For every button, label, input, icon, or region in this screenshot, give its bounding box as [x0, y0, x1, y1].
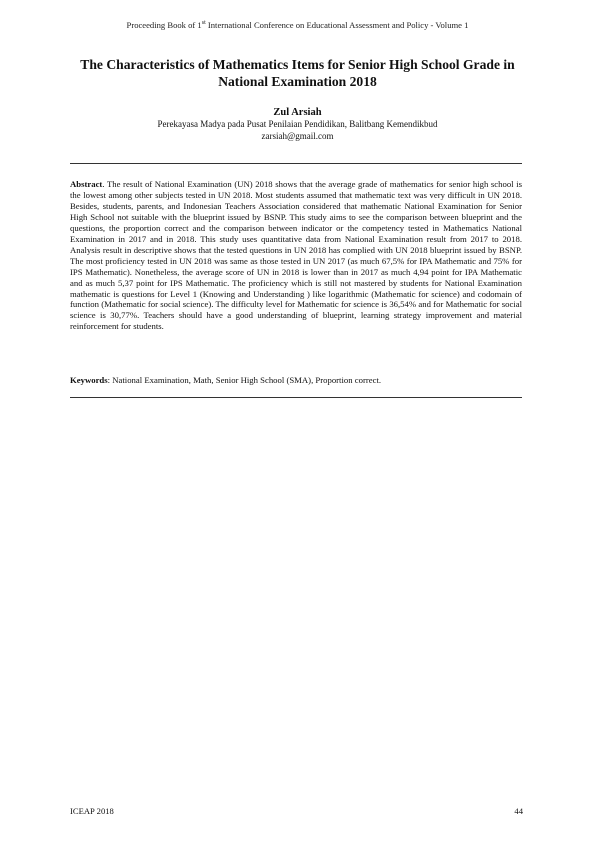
author-name: Zul Arsiah — [273, 107, 322, 118]
keywords-text: : National Examination, Math, Senior High School (SMA), Proportion correct. — [107, 375, 382, 385]
keywords-label: Keywords — [70, 375, 108, 385]
header-prefix: Proceeding Book of 1 — [126, 20, 202, 30]
header-superscript: st — [201, 20, 206, 27]
running-header — [0, 20, 595, 30]
page-number: 44 — [514, 806, 523, 816]
keywords-block — [70, 375, 522, 386]
author-email: zarsiah@gmail.com — [261, 131, 334, 141]
abstract-text: . The result of National Examination (UN) 2018 shows that the average grade of mathematics for senior high school is the lowest among other subjects tested in UN 2018. Most students assumed that mathematic text was very difficult in UN 2018. Besides, students, parents, and Indonesian Teachers Association considered that mathematic National Examination for Senior High School not suitable with the blueprint issued by BSNP. This study aims to see the comparison between blueprint and the questions, the proportion correct and the comparison between indicator or the competency tested in Mathematics National Examination in 2017 and in 2018. This study uses quantitative data from National Examination result from 2017 to 2018. Analysis result in descriptive shows that the tested questions in UN 2018 has complied with UN 2018 blueprint issued by BSNP. The most proficiency tested in UN 2018 was same as those tested in UN 2017 (as much 67,5% for IPA Mathematic and 75% for IPS Mathematic). Nonetheless, the average score of UN in 2018 is lower than in 2017 as much 4,94 point for IPA Mathematic and as much 5,37 point for IPS Mathematic. The proficiency which is still not mastered by students for National Examination mathematic is questions for Level 1 (Knowing and Understanding ) like logarithmic (Mathematic for science) and codomain of function (Mathematic for social science). The difficulty level for Mathematic for science is 36,54% and for Mathematic for social science is 30,77%. Teachers should have a good understanding of blueprint, learning strategy improvement and material reinforcement for students. — [70, 179, 522, 332]
abstract-label: Abstract — [70, 179, 103, 189]
header-suffix: International Conference on Educational Assessment and Policy - Volume 1 — [205, 20, 469, 30]
bottom-divider — [70, 397, 522, 398]
paper-title: The Characteristics of Mathematics Items for Senior High School Grade in National Examination 2018 — [80, 57, 515, 89]
abstract-block — [70, 179, 522, 332]
author-affiliation: Perekayasa Madya pada Pusat Penilaian Pendidikan, Balitbang Kemendikbud — [157, 119, 438, 129]
footer-conference: ICEAP 2018 — [70, 806, 114, 816]
top-divider — [70, 163, 522, 164]
